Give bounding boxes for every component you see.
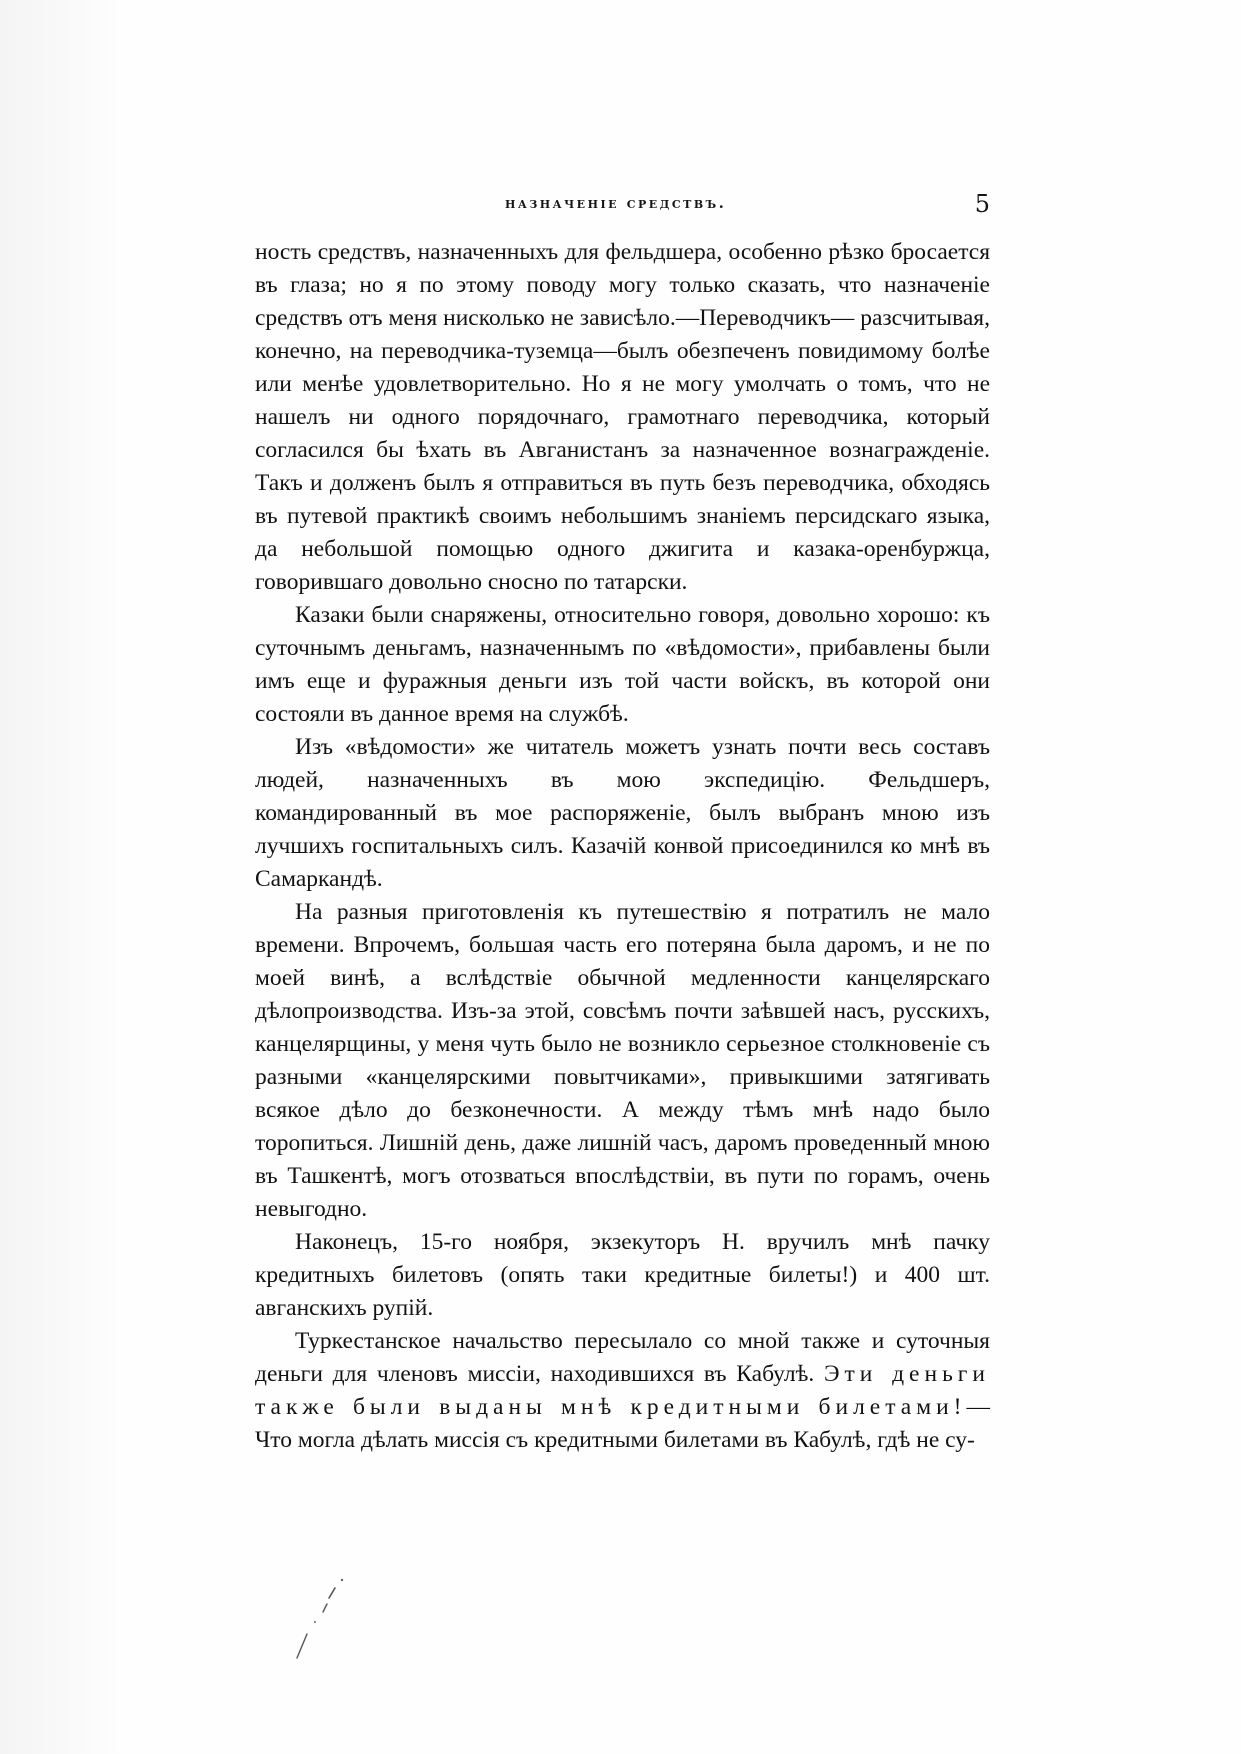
paragraph-1: ность средствъ, назначенныхъ для фельдшера, особенно рѣзко бросается въ глаза; но я по этому поводу могу только сказать, что назначеніе средствъ отъ меня нисколько не зависѣло.—Переводчикъ— разсчитывая, конечно, на переводчика-туземца—былъ обезпеченъ повидимому болѣе или менѣе удовлетворительно. Но я не могу умолчать о томъ, что не нашелъ ни одного порядочнаго, грамотнаго переводчика, который согласился бы ѣхать въ Авганистанъ за назначенное вознагражденіе. Такъ и долженъ былъ я отправиться въ путь безъ переводчика, обходясь въ путевой практикѣ своимъ небольшимъ знаніемъ персидскаго языка, да небольшой помощью одного джигита и казака-оренбуржца, говорившаго довольно сносно по татарски.: [255, 239, 990, 595]
paragraph-6-spaced-emphasis: Эти деньги также были выданы мнѣ кредитными билетами!: [255, 1361, 990, 1420]
pencil-marks: [285, 1570, 365, 1670]
paragraph-5: Наконецъ, 15-го ноября, экзекуторъ Н. вручилъ мнѣ пачку кредитныхъ билетовъ (опять таки кредитные билеты!) и 400 шт. авганскихъ рупій.: [255, 1229, 990, 1321]
page-gutter-shadow: [0, 0, 125, 1754]
running-head: [255, 190, 990, 220]
page-number: 5: [974, 190, 990, 218]
body-text: [255, 236, 990, 1457]
pencil-dot: [341, 1579, 343, 1581]
paragraph-6-tail: —Что могла дѣлать миссія съ кредитными билетами въ Кабулѣ, гдѣ не су-: [255, 1394, 990, 1453]
pencil-dot: [314, 1621, 316, 1623]
pencil-stroke: [323, 1604, 327, 1612]
paragraph-4: На разныя приготовленія къ путешествію я потратилъ не мало времени. Впрочемъ, большая часть его потеряна была даромъ, и не по моей винѣ, а вслѣдствіе обычной медленности канцелярскаго дѣлопроизводства. Изъ-за этой, совсѣмъ почти заѣвшей насъ, русскихъ, канцелярщины, у меня чуть было не возникло серьезное столкновеніе съ разными «канцелярскими повытчиками», привыкшими затягивать всякое дѣло до безконечности. А между тѣмъ мнѣ надо было торопиться. Лишній день, даже лишній часъ, даромъ проведенный мною въ Ташкентѣ, могъ отозваться впослѣдствіи, въ пути по горамъ, очень невыгодно.: [255, 899, 990, 1222]
pencil-stroke: [297, 1634, 307, 1658]
paragraph-6-lead: Туркестанское начальство пересылало со мной также и суточныя деньги для членовъ миссіи, находившихся въ Кабулѣ.: [255, 1328, 990, 1387]
paragraph-2: Казаки были снаряжены, относительно говоря, довольно хорошо: къ суточнымъ деньгамъ, назначеннымъ по «вѣдомости», прибавлены были имъ еще и фуражныя деньги изъ той части войскъ, въ которой они состояли въ данное время на службѣ.: [255, 602, 990, 727]
paragraph-6: [255, 1325, 990, 1457]
running-title: назначеніе средствъ.: [505, 194, 727, 212]
pencil-stroke: [329, 1588, 335, 1598]
paragraph-3: Изъ «вѣдомости» же читатель можетъ узнать почти весь составъ людей, назначенныхъ въ мою экспедицію. Фельдшеръ, командированный въ мое распоряженіе, былъ выбранъ мною изъ лучшихъ госпитальныхъ силъ. Казачій конвой присоединился ко мнѣ въ Самаркандѣ.: [255, 734, 990, 892]
